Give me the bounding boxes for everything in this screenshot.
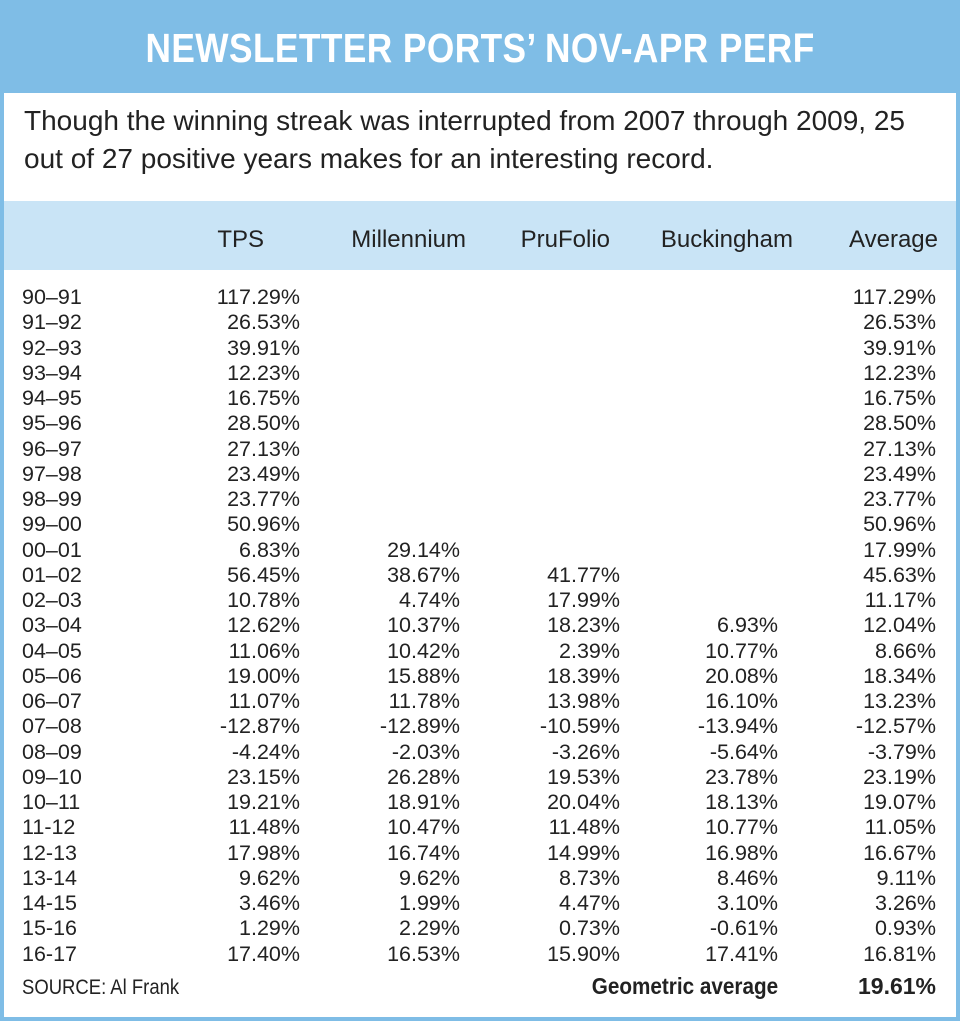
cell-tps: 11.06%	[228, 638, 300, 663]
cell-prufolio: -3.26%	[551, 739, 620, 764]
cell-tps: 39.91%	[227, 335, 300, 360]
row-year: 08–09	[22, 739, 82, 764]
cell-average: 16.81%	[863, 941, 936, 966]
cell-tps: 11.07%	[228, 689, 300, 713]
cell-tps: 1.29%	[239, 916, 300, 941]
cell-average: 16.75%	[863, 386, 936, 410]
cell-average: 23.77%	[863, 487, 936, 511]
cell-average: 18.34%	[863, 663, 936, 688]
cell-tps: 28.50%	[227, 411, 300, 436]
cell-average: 3.26%	[875, 891, 936, 915]
table-row	[4, 740, 956, 765]
column-header-buckingham: Buckingham	[660, 226, 793, 253]
row-year: 06–07	[22, 689, 82, 713]
cell-average: 16.67%	[863, 840, 936, 865]
table-footer	[4, 973, 956, 1006]
table-row	[4, 790, 956, 815]
row-year: 10–11	[22, 790, 81, 814]
title-bar	[4, 4, 956, 93]
cell-tps: 12.23%	[227, 360, 300, 385]
row-year: 04–05	[22, 638, 82, 663]
cell-millennium: 9.62%	[399, 865, 460, 890]
cell-millennium: 29.14%	[387, 537, 460, 562]
row-year: 00–01	[22, 537, 82, 562]
cell-average: 45.63%	[863, 562, 936, 587]
cell-buckingham: 3.10%	[717, 891, 778, 915]
cell-prufolio: 17.99%	[547, 588, 620, 612]
cell-buckingham: 20.08%	[705, 663, 778, 688]
cell-millennium: 18.91%	[387, 790, 460, 814]
cell-tps: 9.62%	[239, 865, 300, 890]
row-year: 99–00	[22, 512, 82, 537]
cell-millennium: -2.03%	[391, 739, 460, 764]
row-year: 91–92	[22, 310, 82, 335]
column-header-prufolio: PruFolio	[520, 226, 610, 253]
chart-title: NEWSLETTER PORTS’ NOV-APR PERF	[145, 25, 815, 71]
cell-tps: 17.98%	[227, 840, 300, 865]
row-year: 13-14	[22, 865, 77, 890]
table-row	[4, 361, 956, 386]
table-row	[4, 891, 956, 916]
geometric-average-value: 19.61%	[857, 973, 936, 999]
cell-average: 23.19%	[863, 764, 936, 789]
cell-millennium: 2.29%	[399, 916, 460, 941]
table-row	[4, 639, 956, 664]
cell-millennium: 16.74%	[387, 840, 460, 865]
table-row	[4, 916, 956, 941]
cell-tps: 117.29%	[216, 285, 300, 309]
cell-tps: 50.96%	[227, 512, 300, 537]
cell-average: 39.91%	[863, 335, 936, 360]
cell-prufolio: 15.90%	[547, 941, 620, 966]
cell-millennium: 4.74%	[399, 588, 460, 612]
cell-millennium: 15.88%	[387, 663, 460, 688]
cell-prufolio: 14.99%	[547, 840, 620, 865]
cell-buckingham: 23.78%	[705, 764, 778, 789]
cell-buckingham: -13.94%	[697, 714, 778, 739]
cell-millennium: 38.67%	[387, 562, 460, 587]
table-row	[4, 942, 956, 967]
cell-tps: -4.24%	[231, 739, 300, 764]
chart-subtitle: Though the winning streak was interrupted from 2007 through 2009, 25 out of 27 positive years makes for an interesting record.	[24, 105, 906, 174]
cell-millennium: 16.53%	[387, 941, 460, 966]
cell-prufolio: -10.59%	[539, 714, 620, 739]
row-year: 15-16	[22, 916, 77, 941]
row-year: 09–10	[22, 764, 82, 789]
cell-tps: 23.15%	[227, 764, 300, 789]
cell-prufolio: 2.39%	[559, 638, 620, 663]
row-year: 02–03	[22, 588, 82, 612]
cell-prufolio: 18.39%	[547, 663, 620, 688]
cell-tps: 19.21%	[227, 790, 300, 814]
table-row	[4, 462, 956, 487]
row-year: 96–97	[22, 436, 82, 461]
table-row	[4, 411, 956, 436]
cell-tps: 27.13%	[227, 436, 300, 461]
row-year: 01–02	[22, 562, 82, 587]
cell-buckingham: 6.93%	[717, 613, 778, 638]
cell-average: 0.93%	[875, 916, 936, 941]
cell-tps: 17.40%	[227, 941, 300, 966]
cell-tps: 10.78%	[227, 588, 300, 612]
table-row	[4, 689, 956, 714]
geometric-average-label: Geometric average	[591, 973, 778, 999]
cell-buckingham: -5.64%	[709, 739, 778, 764]
source-note: SOURCE: Al Frank	[22, 976, 180, 999]
cell-average: 12.04%	[863, 613, 936, 638]
table-row	[4, 841, 956, 866]
table-row	[4, 866, 956, 891]
cell-average: 19.07%	[863, 790, 936, 814]
table-row	[4, 714, 956, 739]
cell-buckingham: 10.77%	[705, 638, 778, 663]
row-year: 03–04	[22, 613, 82, 638]
cell-average: -3.79%	[867, 739, 936, 764]
cell-tps: 56.45%	[227, 562, 300, 587]
row-year: 94–95	[22, 386, 82, 410]
cell-tps: 26.53%	[227, 310, 300, 335]
table-row	[4, 613, 956, 638]
row-year: 90–91	[22, 285, 82, 309]
cell-average: 11.17%	[864, 588, 936, 612]
cell-average: 11.05%	[864, 815, 936, 840]
cell-tps: 12.62%	[227, 613, 300, 638]
cell-buckingham: 18.13%	[705, 790, 778, 814]
column-header-average: Average	[849, 226, 938, 253]
table-row	[4, 815, 956, 840]
table-row	[4, 664, 956, 689]
table-row	[4, 386, 956, 411]
cell-prufolio: 4.47%	[559, 891, 620, 915]
row-year: 11-12	[22, 815, 76, 840]
table-row	[4, 563, 956, 588]
cell-millennium: 10.47%	[387, 815, 460, 840]
cell-prufolio: 19.53%	[547, 764, 620, 789]
row-year: 93–94	[22, 360, 82, 385]
row-year: 98–99	[22, 487, 82, 511]
row-year: 12-13	[22, 840, 77, 865]
column-header-tps: TPS	[217, 226, 264, 253]
cell-average: 26.53%	[863, 310, 936, 335]
cell-prufolio: 11.48%	[548, 815, 620, 840]
cell-average: 12.23%	[863, 360, 936, 385]
cell-average: 28.50%	[863, 411, 936, 436]
row-year: 92–93	[22, 335, 82, 360]
table-row	[4, 765, 956, 790]
cell-average: 13.23%	[863, 689, 936, 713]
cell-tps: 3.46%	[239, 891, 300, 915]
cell-tps: 6.83%	[239, 537, 300, 562]
table-row	[4, 588, 956, 613]
cell-buckingham: 16.10%	[705, 689, 778, 713]
cell-prufolio: 8.73%	[559, 865, 620, 890]
cell-average: -12.57%	[855, 714, 936, 739]
cell-average: 17.99%	[863, 537, 936, 562]
cell-buckingham: 8.46%	[717, 865, 778, 890]
table-row	[4, 538, 956, 563]
row-year: 95–96	[22, 411, 82, 436]
cell-tps: 11.48%	[228, 815, 300, 840]
cell-tps: 23.77%	[227, 487, 300, 511]
cell-tps: 23.49%	[227, 461, 300, 486]
cell-millennium: 1.99%	[399, 891, 460, 915]
table-row	[4, 285, 956, 310]
row-year: 07–08	[22, 714, 82, 739]
table-row	[4, 336, 956, 361]
cell-average: 9.11%	[876, 865, 936, 890]
cell-millennium: 26.28%	[387, 764, 460, 789]
column-header-millennium: Millennium	[351, 226, 466, 253]
row-year: 16-17	[22, 941, 77, 966]
cell-millennium: -12.89%	[379, 714, 460, 739]
row-year: 14-15	[22, 891, 77, 915]
row-year: 05–06	[22, 663, 82, 688]
table-row	[4, 487, 956, 512]
cell-millennium: 10.42%	[387, 638, 460, 663]
table-header	[4, 201, 956, 270]
cell-prufolio: 18.23%	[547, 613, 620, 638]
row-year: 97–98	[22, 461, 82, 486]
cell-average: 117.29%	[852, 285, 936, 309]
cell-prufolio: 20.04%	[547, 790, 620, 814]
cell-prufolio: 13.98%	[547, 689, 620, 713]
cell-millennium: 10.37%	[387, 613, 460, 638]
cell-average: 23.49%	[863, 461, 936, 486]
cell-tps: 16.75%	[227, 386, 300, 410]
cell-buckingham: 16.98%	[705, 840, 778, 865]
cell-buckingham: 17.41%	[705, 941, 778, 966]
cell-tps: 19.00%	[227, 663, 300, 688]
table-row	[4, 310, 956, 335]
cell-average: 8.66%	[875, 638, 936, 663]
cell-millennium: 11.78%	[388, 689, 460, 713]
cell-prufolio: 0.73%	[559, 916, 620, 941]
cell-buckingham: 10.77%	[705, 815, 778, 840]
table-row	[4, 437, 956, 462]
cell-tps: -12.87%	[219, 714, 300, 739]
cell-average: 50.96%	[863, 512, 936, 537]
cell-average: 27.13%	[863, 436, 936, 461]
cell-prufolio: 41.77%	[547, 562, 620, 587]
cell-buckingham: -0.61%	[709, 916, 778, 941]
table-row	[4, 512, 956, 537]
